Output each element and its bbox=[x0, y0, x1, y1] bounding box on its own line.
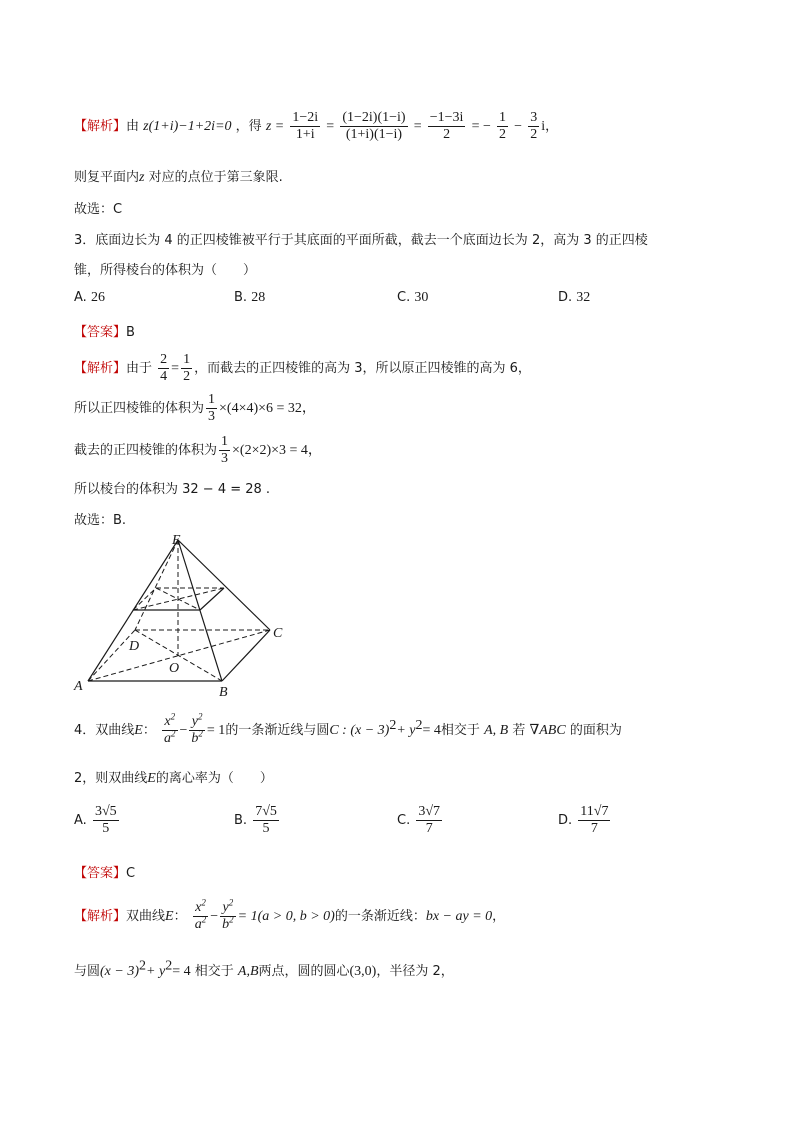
q3-option-d: D. 32 bbox=[558, 290, 591, 305]
fraction: $\frac{3}{2}$ bbox=[530, 110, 538, 143]
q4-analysis-line2: 与圆$(x - 3)^2+ y^2= 4$ 相交于 A,B两点，圆的圆心(3,0)，半径为 2， bbox=[74, 958, 454, 979]
q3-choose: 故选：B. bbox=[74, 513, 127, 528]
label-a: A bbox=[74, 679, 83, 694]
analysis-tag: 【解析】 bbox=[74, 361, 127, 377]
label-c: C bbox=[273, 626, 283, 641]
label-d: D bbox=[129, 639, 140, 654]
q3-analysis-line4: 所以棱台的体积为 32 − 4 = 28 . bbox=[74, 482, 271, 497]
label-b: B bbox=[219, 685, 228, 700]
q4-answer: 【答案】C bbox=[74, 866, 136, 881]
q3-analysis-line2: 所以正四棱锥的体积为 $\frac{1}{3}$ ×(4×4)×6 = 32， bbox=[74, 392, 316, 425]
q3-analysis-line1: 【解析】由于 $\frac{2}{4}$ = $\frac{1}{2}$ ，而截去的正四棱锥的高为 3，所以原正四棱锥的高为 6， bbox=[74, 352, 531, 385]
answer-tag: 【答案】 bbox=[74, 866, 127, 881]
analysis-tag: 【解析】 bbox=[74, 909, 127, 925]
q3-option-c: C. 30 bbox=[397, 290, 429, 305]
q4-option-a: A. $\frac{3√5}{5}$ bbox=[74, 804, 117, 837]
answer-tag: 【答案】 bbox=[74, 325, 127, 340]
q3-stem-line1: 3．底面边长为 4 的正四棱锥被平行于其底面的平面所截，截去一个底面边长为 2，高为 3 的正四棱 bbox=[74, 233, 648, 248]
equation: z(1+i)−1+2i=0 bbox=[143, 119, 232, 135]
q3-answer: 【答案】B bbox=[74, 325, 135, 340]
q3-option-b: B. 28 bbox=[234, 290, 266, 305]
q3-analysis-line3: 截去的正四棱锥的体积为 $\frac{1}{3}$ ×(2×2)×3 = 4， bbox=[74, 434, 322, 467]
fraction: $\frac{1}{2}$ bbox=[499, 110, 507, 143]
q4-option-d: D. $\frac{11√7}{7}$ bbox=[558, 804, 609, 837]
q3-stem-line2: 锥，所得棱台的体积为（ ） bbox=[74, 263, 257, 278]
q2-analysis-line: 【解析】由 z(1+i)−1+2i=0 ，得 z = $\frac{1-2i}{1+i}$ = $\frac{(1-2i)(1-i)}{(1+i)(1-i)}$ = $\frac{-1-3i}{2}$ = − $\frac{1}{2}$ − $\frac{3}{2}$ i， bbox=[74, 110, 559, 143]
label-o: O bbox=[169, 661, 180, 676]
fraction: $\frac{(1-2i)(1-i)}{(1+i)(1-i)}$ bbox=[342, 110, 406, 143]
analysis-tag: 【解析】 bbox=[74, 119, 127, 135]
q4-stem-line2: 2，则双曲线E的离心率为（ ） bbox=[74, 771, 273, 786]
q3-option-a: A. 26 bbox=[74, 290, 105, 305]
q2-conclusion: 则复平面内z 对应的点位于第三象限. bbox=[74, 170, 283, 185]
q4-option-b: B. $\frac{7√5}{5}$ bbox=[234, 804, 277, 837]
q4-stem-line1: 4．双曲线E： $\frac{x^2}{a^2}$ − $\frac{y^2}{b^2}$ = 1的一条渐近线与圆C : $(x - 3)^2+ y^2= 4$相交于 A, B 若 ∇ABC 的面积为 bbox=[74, 711, 622, 747]
q4-option-c: C. $\frac{3√7}{7}$ bbox=[397, 804, 441, 837]
label-e: E bbox=[172, 533, 181, 548]
q2-choose: 故选：C bbox=[74, 202, 123, 217]
fraction: $\frac{1-2i}{1+i}$ bbox=[292, 110, 319, 143]
fraction: $\frac{-1-3i}{2}$ bbox=[429, 110, 464, 143]
q4-analysis-line1: 【解析】双曲线E： $\frac{x^2}{a^2}$ − $\frac{y^2}{b^2}$ = 1(a > 0, b > 0)的一条渐近线：bx − ay = 0， bbox=[74, 897, 506, 933]
pyramid-frustum-figure bbox=[70, 530, 300, 700]
